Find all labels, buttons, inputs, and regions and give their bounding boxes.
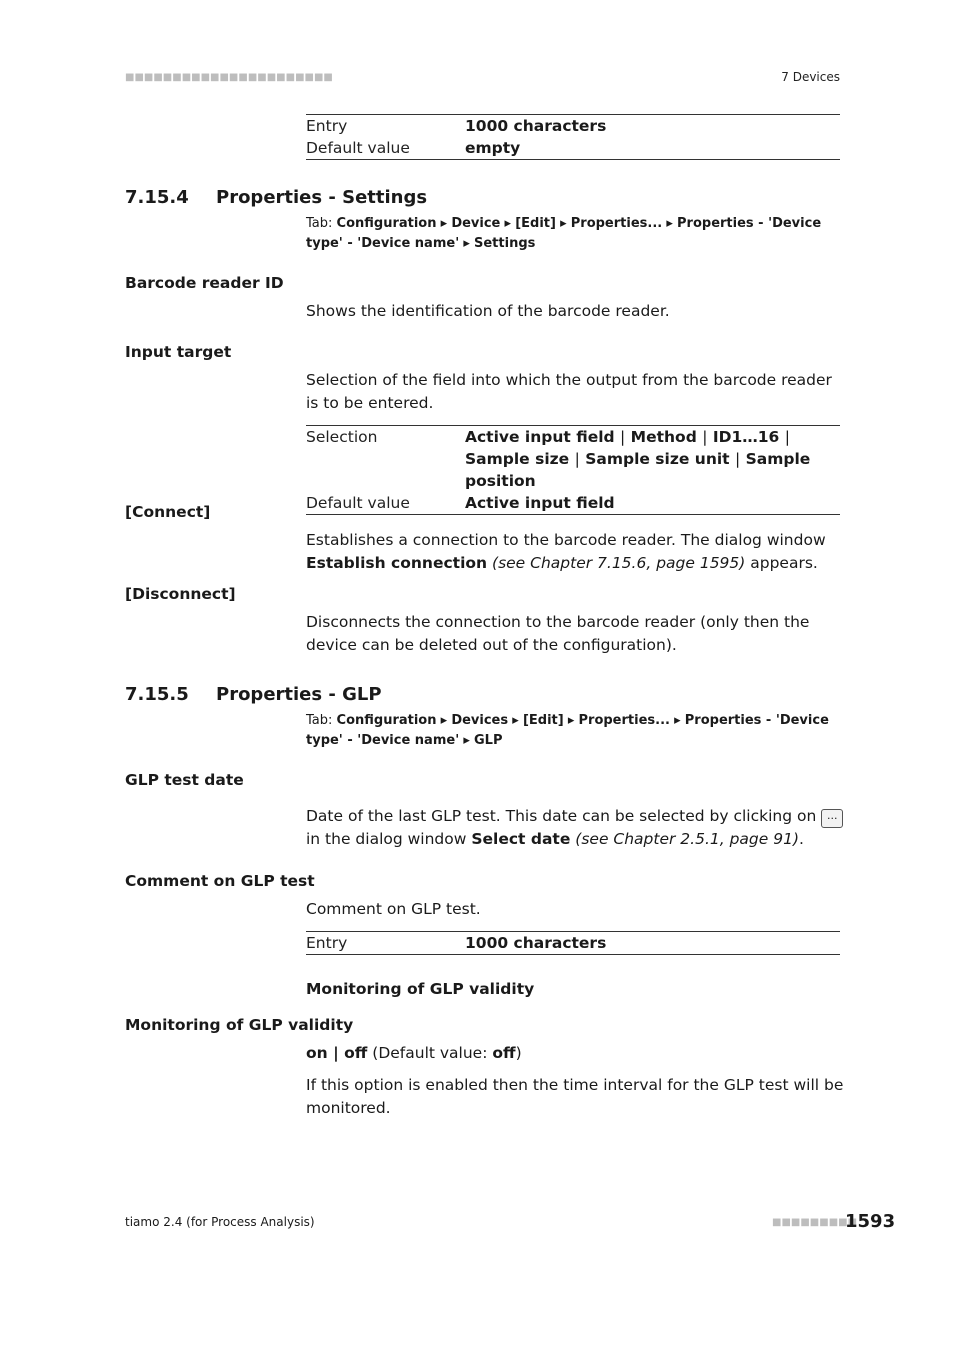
- property-table-input-target: [306, 425, 840, 515]
- property-table-comment: [306, 931, 840, 955]
- option: Sample position: [465, 450, 811, 490]
- arrow-icon: ▸: [440, 713, 448, 728]
- arrow-icon: ▸: [512, 713, 519, 728]
- row-key: Default value: [306, 494, 410, 512]
- arrow-icon: ▸: [666, 216, 673, 231]
- footer-product: tiamo 2.4 (for Process Analysis): [125, 1215, 315, 1229]
- option-line: [306, 1042, 846, 1065]
- row-value: empty: [465, 139, 521, 157]
- section-title: Properties - Settings: [216, 187, 428, 208]
- heading-glp-test-date: GLP test date: [125, 771, 244, 789]
- paragraph: [306, 805, 846, 851]
- path-item: Devices: [451, 713, 509, 728]
- row-key: Selection: [306, 428, 378, 446]
- option: Sample size unit: [585, 450, 730, 468]
- heading-monitoring-glp-validity: Monitoring of GLP validity: [125, 1016, 354, 1034]
- tab-path: [306, 214, 846, 254]
- arrow-icon: ▸: [440, 216, 448, 231]
- text: appears.: [745, 554, 818, 572]
- header-decoration: ■■■■■■■■■■■■■■■■■■■■■■: [125, 72, 333, 83]
- table-row: [306, 932, 840, 954]
- path-item: Settings: [474, 236, 536, 251]
- text: Date of the last GLP test. This date can be selected by clicking on: [306, 807, 822, 825]
- path-item: [Edit]: [515, 216, 556, 231]
- table-row: [306, 137, 840, 159]
- option: ID1…16: [712, 428, 780, 446]
- chapter-reference-link[interactable]: (see Chapter 7.15.6, page 1595): [492, 554, 746, 572]
- paragraph: Shows the identification of the barcode reader.: [306, 302, 670, 320]
- path-item: Device: [451, 216, 501, 231]
- separator: |: [702, 428, 708, 446]
- ellipsis-button-icon[interactable]: ...: [821, 809, 843, 828]
- heading-input-target: Input target: [125, 343, 232, 361]
- footer-decoration: ■■■■■■■■■: [772, 1217, 858, 1228]
- table-row: [306, 115, 840, 137]
- heading-comment-on-glp-test: Comment on GLP test: [125, 872, 315, 890]
- options: on | off: [306, 1044, 368, 1062]
- dialog-name: Select date: [471, 830, 571, 848]
- row-key: Entry: [306, 934, 348, 952]
- tab-prefix: Tab:: [306, 713, 337, 728]
- heading-barcode-reader-id: Barcode reader ID: [125, 274, 284, 292]
- separator: |: [784, 428, 790, 446]
- section-number: 7.15.4: [125, 187, 189, 208]
- option: Method: [630, 428, 697, 446]
- text: ): [515, 1044, 522, 1062]
- path-item: GLP: [474, 733, 503, 748]
- arrow-icon: ▸: [560, 216, 567, 231]
- arrow-icon: ▸: [674, 713, 681, 728]
- paragraph: Disconnects the connection to the barcode reader (only then the device can be deleted out of the configuration).: [306, 613, 810, 654]
- row-key: Default value: [306, 139, 410, 157]
- selection-options: [465, 426, 840, 492]
- paragraph: If this option is enabled then the time interval for the GLP test will be monitored.: [306, 1076, 844, 1117]
- arrow-icon: ▸: [567, 713, 575, 728]
- row-value: 1000 characters: [465, 934, 607, 952]
- text: .: [799, 830, 804, 848]
- text: (Default value:: [367, 1044, 493, 1062]
- arrow-icon: ▸: [463, 733, 470, 748]
- heading-connect: [Connect]: [125, 503, 211, 521]
- text: in the dialog window: [306, 830, 472, 848]
- arrow-icon: ▸: [463, 236, 470, 251]
- row-value: 1000 characters: [465, 117, 607, 135]
- subheading-monitoring: Monitoring of GLP validity: [306, 980, 535, 998]
- chapter-label: 7 Devices: [781, 70, 840, 84]
- option: Active input field: [465, 428, 615, 446]
- paragraph: [306, 529, 846, 575]
- text: Establishes a connection to the barcode reader. The dialog window: [306, 531, 826, 549]
- table-row: [306, 426, 840, 492]
- option: Sample size: [465, 450, 570, 468]
- arrow-icon: ▸: [504, 216, 512, 231]
- path-item: Properties...: [570, 216, 663, 231]
- paragraph: Selection of the field into which the output from the barcode reader is to be entered.: [306, 371, 832, 412]
- section-title: Properties - GLP: [216, 684, 382, 705]
- tab-path: [306, 711, 846, 751]
- section-number: 7.15.5: [125, 684, 189, 705]
- path-item: Properties...: [578, 713, 670, 728]
- property-table-top: [306, 114, 840, 160]
- row-key: Entry: [306, 117, 348, 135]
- paragraph: Comment on GLP test.: [306, 900, 481, 918]
- path-item: Configuration: [336, 713, 437, 728]
- separator: |: [574, 450, 580, 468]
- path-item: Properties - 'Device type' - 'Device name': [306, 216, 822, 251]
- table-row: [306, 492, 840, 514]
- separator: |: [620, 428, 626, 446]
- page-number: 1593: [845, 1211, 896, 1232]
- separator: |: [734, 450, 741, 468]
- path-item: Configuration: [336, 216, 437, 231]
- row-value: Active input field: [465, 494, 615, 512]
- path-item: Properties - 'Device type' - 'Device name': [306, 713, 829, 748]
- dialog-name: Establish connection: [306, 554, 488, 572]
- default-value: off: [492, 1044, 516, 1062]
- heading-disconnect: [Disconnect]: [125, 585, 236, 603]
- tab-prefix: Tab:: [306, 216, 337, 231]
- path-item: [Edit]: [522, 713, 564, 728]
- chapter-reference-link[interactable]: (see Chapter 2.5.1, page 91): [575, 830, 800, 848]
